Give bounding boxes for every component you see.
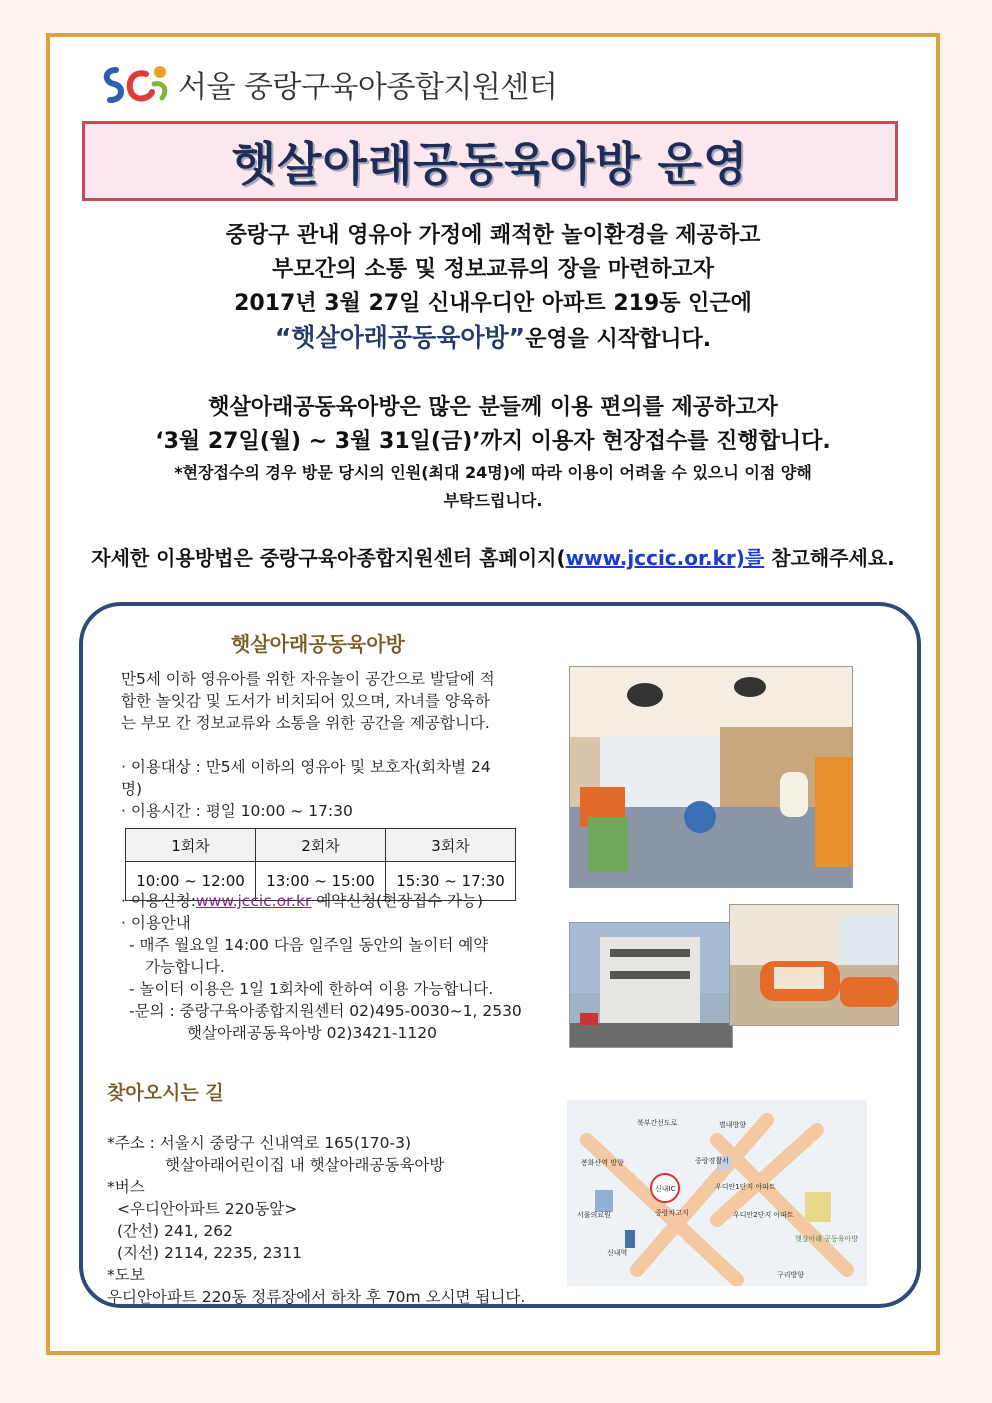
guide-line-2: - 놀이터 이용은 1일 1회차에 한하여 이용 가능합니다. [129,980,494,998]
schedule-time-2: 13:00 ~ 15:00 [256,862,386,901]
intro-line-4 [50,321,936,357]
homepage-link[interactable]: www.jccic.or.kr)를 [565,546,765,570]
apply-line [121,890,483,912]
hours-line: · 이용시간 : 평일 10:00 ~ 17:30 [121,802,353,820]
map-label-hospital: 서울의료원 [577,1211,611,1219]
target-line-1: · 이용대상 : 만5세 이하의 영유아 및 보호자(회차별 24 [121,758,491,776]
intro-line-4-rest: 운영을 시작합니다. [525,327,712,352]
map-label-woodian-2: 우디안2단지 아파트 [733,1211,794,1219]
schedule-header-2: 2회차 [256,829,386,862]
walk-heading: *도보 [107,1266,145,1284]
guide-heading: · 이용안내 [121,914,191,932]
map-label-garage: 중랑차고지 [655,1209,689,1217]
guide-line-1a: - 매주 월요일 14:00 다음 일주일 동안의 놀이터 예약 [129,936,489,954]
map-label-byeollae: 별내방향 [719,1121,747,1129]
map-label-sinnae-ic: 신내IC [655,1185,676,1193]
reference-block [50,541,936,575]
bus-trunk: (간선) 241, 262 [117,1222,233,1240]
schedule-header-1: 1회차 [126,829,256,862]
reference-post: 참고해주세요. [764,546,895,570]
playroom-photo [569,666,853,888]
org-name: 서울 중랑구육아종합지원센터 [178,70,558,105]
apply-link[interactable]: www.jccic.or.kr [195,892,312,910]
map-label-police: 중랑경찰서 [695,1157,729,1165]
guide-line-1b: 가능합니다. [145,958,225,976]
desc-line-3: 는 부모 간 정보교류와 소통을 위한 공간을 제공합니다. [121,714,490,732]
title-banner [82,121,898,201]
intro-block [50,219,936,357]
map-label-expressway: 북부간선도로 [637,1119,678,1127]
lounge-photo [729,904,899,1026]
intro-line-6: ‘3월 27일(월) ~ 3월 31일(금)’까지 이용자 현장접수를 진행합니다. [155,429,831,454]
registration-block [50,391,936,515]
info-panel [79,602,921,1308]
section-title: 햇살아래공동육아방 [231,632,405,656]
address-line-1: *주소 : 서울시 중랑구 신내역로 165(170-3) [107,1134,412,1152]
intro-line-5: 햇살아래공동육아방은 많은 분들께 이용 편의를 제공하고자 [208,395,778,420]
building-photo [569,922,733,1048]
map-label-sinnae-station: 신내역 [607,1249,628,1257]
bus-stop: <우디안아파트 220동앞> [117,1200,298,1218]
target-line-2: 명) [121,780,143,798]
directions-title: 찾아오시는 길 [107,1082,224,1104]
org-logo-icon [98,60,174,108]
schedule-header-3: 3회차 [386,829,516,862]
intro-line-3: 2017년 3월 27일 신내우디안 아파트 219동 인근에 [234,291,752,316]
apply-pre: · 이용신청: [121,892,196,910]
map-label-guri: 구리방향 [777,1271,805,1279]
desc-line-1: 만5세 이하 영유아를 위한 자유놀이 공간으로 발달에 적 [121,670,495,688]
contact-line-2: 햇살아래공동육아방 02)3421-1120 [187,1024,437,1042]
reference-line [50,541,936,575]
schedule-time-1: 10:00 ~ 12:00 [126,862,256,901]
apply-post: 예약신청(현장접수 가능) [311,892,484,910]
org-logo [98,59,557,109]
map-label-playroom: 햇살아래 공동육아방 [795,1235,859,1243]
schedule-header-row [126,829,516,862]
reference-pre: 자세한 이용방법은 중랑구육아종합지원센터 홈페이지( [91,546,566,570]
bus-heading: *버스 [107,1178,145,1196]
schedule-time-3: 15:30 ~ 17:30 [386,862,516,901]
bus-branch: (지선) 2114, 2235, 2311 [117,1244,303,1262]
contact-line-1: -문의 : 중랑구육아종합지원센터 02)495-0030~1, 2530 [129,1002,522,1020]
location-map [567,1100,867,1286]
page-title: 햇살아래공동육아방 운영 [231,137,749,191]
map-label-woodian-1: 우디안1단지 아파트 [715,1183,776,1191]
address-line-2: 햇살아래어린이집 내 햇살아래공동육아방 [165,1156,445,1174]
desc-line-2: 합한 놀잇감 및 도서가 비치되어 있으며, 자녀를 양육하 [121,692,490,710]
note-line-1: *현장접수의 경우 방문 당시의 인원(최대 24명)에 따라 이용이 어려울 수 있으니 이점 양해 [174,463,812,482]
map-label-bonghwasan: 봉화산역 방향 [581,1159,624,1167]
intro-line-2: 부모간의 소통 및 정보교류의 장을 마련하고자 [271,257,715,282]
walk-description: 우디안아파트 220동 정류장에서 하차 후 70m 오시면 됩니다. [107,1288,526,1306]
intro-highlight: “햇살아래공동육아방” [274,323,526,352]
note-line-2: 부탁드립니다. [443,491,543,510]
flyer-frame [46,33,940,1355]
intro-line-1: 중랑구 관내 영유아 가정에 쾌적한 놀이환경을 제공하고 [225,223,761,248]
